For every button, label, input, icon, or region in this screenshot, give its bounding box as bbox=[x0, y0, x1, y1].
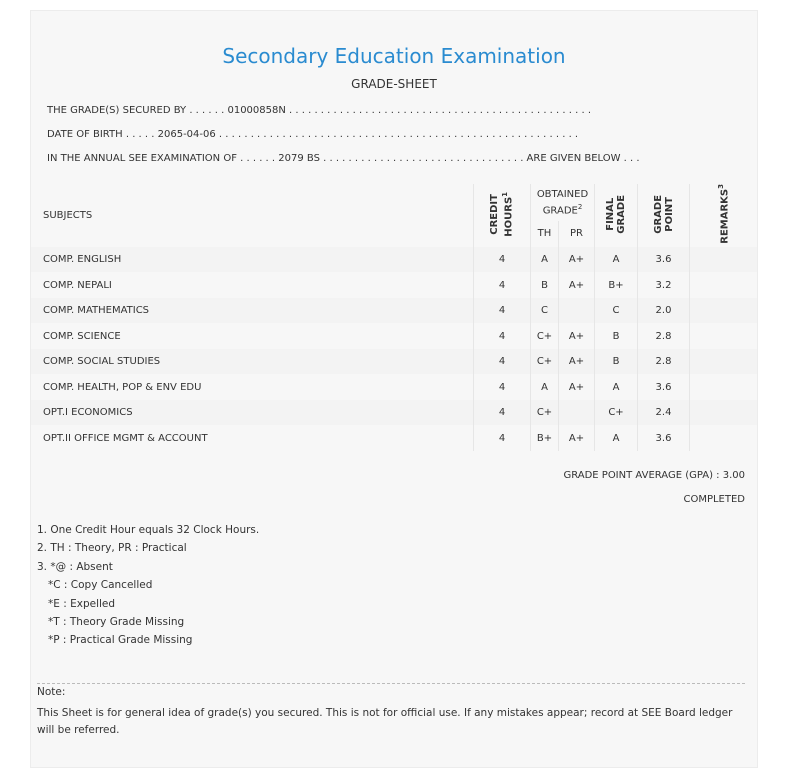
pr-grade-cell: A+ bbox=[559, 425, 595, 451]
table-row bbox=[31, 374, 757, 400]
exam-title: Secondary Education Examination bbox=[222, 44, 566, 68]
gpa-value: GRADE POINT AVERAGE (GPA) : 3.00 bbox=[563, 470, 745, 481]
final-grade-cell: A bbox=[595, 247, 638, 273]
pr-grade-cell: A+ bbox=[559, 349, 595, 375]
grade-sheet bbox=[30, 10, 758, 768]
header-credit-sup: 1 bbox=[501, 191, 510, 197]
subject-cell: COMP. MATHEMATICS bbox=[31, 298, 474, 324]
credit-cell: 4 bbox=[474, 323, 531, 349]
header-final-grade-label: FINAL GRADE bbox=[605, 194, 627, 234]
header-remarks-sup: 3 bbox=[717, 184, 726, 189]
table-row bbox=[31, 349, 757, 375]
legend-subitem: *P : Practical Grade Missing bbox=[48, 634, 193, 647]
header-obtained-grade-label bbox=[533, 188, 593, 217]
header-subjects-label: SUBJECTS bbox=[43, 209, 93, 221]
legend-item: 1. One Credit Hour equals 32 Clock Hours. bbox=[37, 524, 260, 536]
credit-cell: 4 bbox=[474, 298, 531, 324]
table-header-row bbox=[31, 184, 757, 221]
credit-cell: 4 bbox=[474, 247, 531, 273]
final-grade-cell: B+ bbox=[595, 272, 638, 298]
dob-line: DATE OF BIRTH . . . . . 2065-04-06 . . . . . . . . . . . . . . . . . . . . . . . . . . . . . . . . . . . . . . . . . . . . . . . . . . . . . . . . . bbox=[47, 129, 579, 140]
remarks-cell bbox=[690, 247, 758, 273]
exam-line: IN THE ANNUAL SEE EXAMINATION OF . . . . . . 2079 BS . . . . . . . . . . . . . . . . . . . . . . . . . . . . . . . . ARE GIVEN BELOW . . . bbox=[47, 153, 640, 164]
final-grade-cell: A bbox=[595, 374, 638, 400]
final-grade-cell: C+ bbox=[595, 400, 638, 426]
final-grade-cell: A bbox=[595, 425, 638, 451]
header-final-grade bbox=[595, 184, 638, 247]
credit-cell: 4 bbox=[474, 400, 531, 426]
header-credit-hours bbox=[474, 184, 531, 247]
subject-cell: COMP. ENGLISH bbox=[31, 247, 474, 273]
subject-cell: COMP. NEPALI bbox=[31, 272, 474, 298]
legend-subitem: *E : Expelled bbox=[48, 597, 116, 610]
pr-grade-cell bbox=[559, 400, 595, 426]
header-subjects bbox=[31, 184, 474, 247]
result-status: COMPLETED bbox=[683, 494, 745, 505]
subject-cell: OPT.II OFFICE MGMT & ACCOUNT bbox=[31, 425, 474, 451]
note-title: Note: bbox=[37, 686, 66, 698]
subject-cell: COMP. SOCIAL STUDIES bbox=[31, 349, 474, 375]
th-grade-cell: C+ bbox=[531, 323, 559, 349]
header-credit-hours-text: CREDIT HOURS bbox=[489, 193, 515, 237]
grade-point-cell: 2.0 bbox=[638, 298, 690, 324]
remarks-cell bbox=[690, 374, 758, 400]
secured-by-line: THE GRADE(S) SECURED BY . . . . . . 01000858N . . . . . . . . . . . . . . . . . . . . . . . . . . . . . . . . . . . . . . . . . . . . . . . . bbox=[47, 105, 591, 116]
remarks-cell bbox=[690, 425, 758, 451]
table-row bbox=[31, 298, 757, 324]
pr-grade-cell: A+ bbox=[559, 272, 595, 298]
header-remarks-label bbox=[716, 184, 730, 244]
header-credit-hours-label bbox=[489, 183, 514, 246]
pr-grade-cell bbox=[559, 298, 595, 324]
pr-grade-cell: A+ bbox=[559, 374, 595, 400]
th-grade-cell: A bbox=[531, 247, 559, 273]
remarks-cell bbox=[690, 298, 758, 324]
credit-cell: 4 bbox=[474, 349, 531, 375]
credit-cell: 4 bbox=[474, 272, 531, 298]
grade-point-cell: 3.6 bbox=[638, 247, 690, 273]
legend-subitem: *C : Copy Cancelled bbox=[48, 579, 153, 592]
remarks-cell bbox=[690, 272, 758, 298]
pr-grade-cell: A+ bbox=[559, 323, 595, 349]
table-row bbox=[31, 425, 757, 451]
subject-cell: COMP. HEALTH, POP & ENV EDU bbox=[31, 374, 474, 400]
grade-point-cell: 2.8 bbox=[638, 349, 690, 375]
header-remarks-text: REMARKS bbox=[719, 188, 731, 244]
header-obtained-sup: 2 bbox=[577, 202, 583, 211]
header-remarks bbox=[690, 184, 758, 247]
remarks-cell bbox=[690, 400, 758, 426]
legend-item: 2. TH : Theory, PR : Practical bbox=[37, 542, 187, 555]
remarks-cell bbox=[690, 323, 758, 349]
subject-cell: COMP. SCIENCE bbox=[31, 323, 474, 349]
note-text: This Sheet is for general idea of grade(s) you secured. This is not for official use. If any mistakes appear; record at SEE Board ledger will be referred. bbox=[37, 707, 733, 736]
grade-point-cell: 3.6 bbox=[638, 374, 690, 400]
legend-item: 3. *@ : Absent bbox=[37, 560, 113, 573]
grade-point-cell: 3.2 bbox=[638, 272, 690, 298]
grade-point-cell: 2.4 bbox=[638, 400, 690, 426]
credit-cell: 4 bbox=[474, 374, 531, 400]
grade-point-cell: 3.6 bbox=[638, 425, 690, 451]
legend-subitem: *T : Theory Grade Missing bbox=[48, 616, 185, 629]
th-grade-cell: B bbox=[531, 272, 559, 298]
header-th: TH bbox=[531, 221, 559, 247]
grades-table bbox=[31, 184, 757, 451]
th-grade-cell: C+ bbox=[531, 400, 559, 426]
final-grade-cell: B bbox=[595, 349, 638, 375]
remarks-cell bbox=[690, 349, 758, 375]
table-row bbox=[31, 272, 757, 298]
table-row bbox=[31, 247, 757, 273]
table-row bbox=[31, 400, 757, 426]
th-grade-cell: C+ bbox=[531, 349, 559, 375]
header-pr: PR bbox=[559, 221, 595, 247]
subject-cell: OPT.I ECONOMICS bbox=[31, 400, 474, 426]
final-grade-cell: C bbox=[595, 298, 638, 324]
header-obtained-grade bbox=[531, 184, 595, 221]
th-grade-cell: C bbox=[531, 298, 559, 324]
legend-notes bbox=[37, 521, 259, 650]
note-divider bbox=[37, 683, 745, 684]
table-row bbox=[31, 323, 757, 349]
final-grade-cell: B bbox=[595, 323, 638, 349]
grade-point-cell: 2.8 bbox=[638, 323, 690, 349]
sheet-subtitle: GRADE-SHEET bbox=[351, 77, 437, 91]
header-obtained-grade-text: OBTAINED GRADE bbox=[536, 188, 589, 216]
header-grade-point bbox=[638, 184, 690, 247]
credit-cell: 4 bbox=[474, 425, 531, 451]
header-grade-point-label: GRADE POINT bbox=[652, 194, 675, 234]
pr-grade-cell: A+ bbox=[559, 247, 595, 273]
th-grade-cell: B+ bbox=[531, 425, 559, 451]
th-grade-cell: A bbox=[531, 374, 559, 400]
